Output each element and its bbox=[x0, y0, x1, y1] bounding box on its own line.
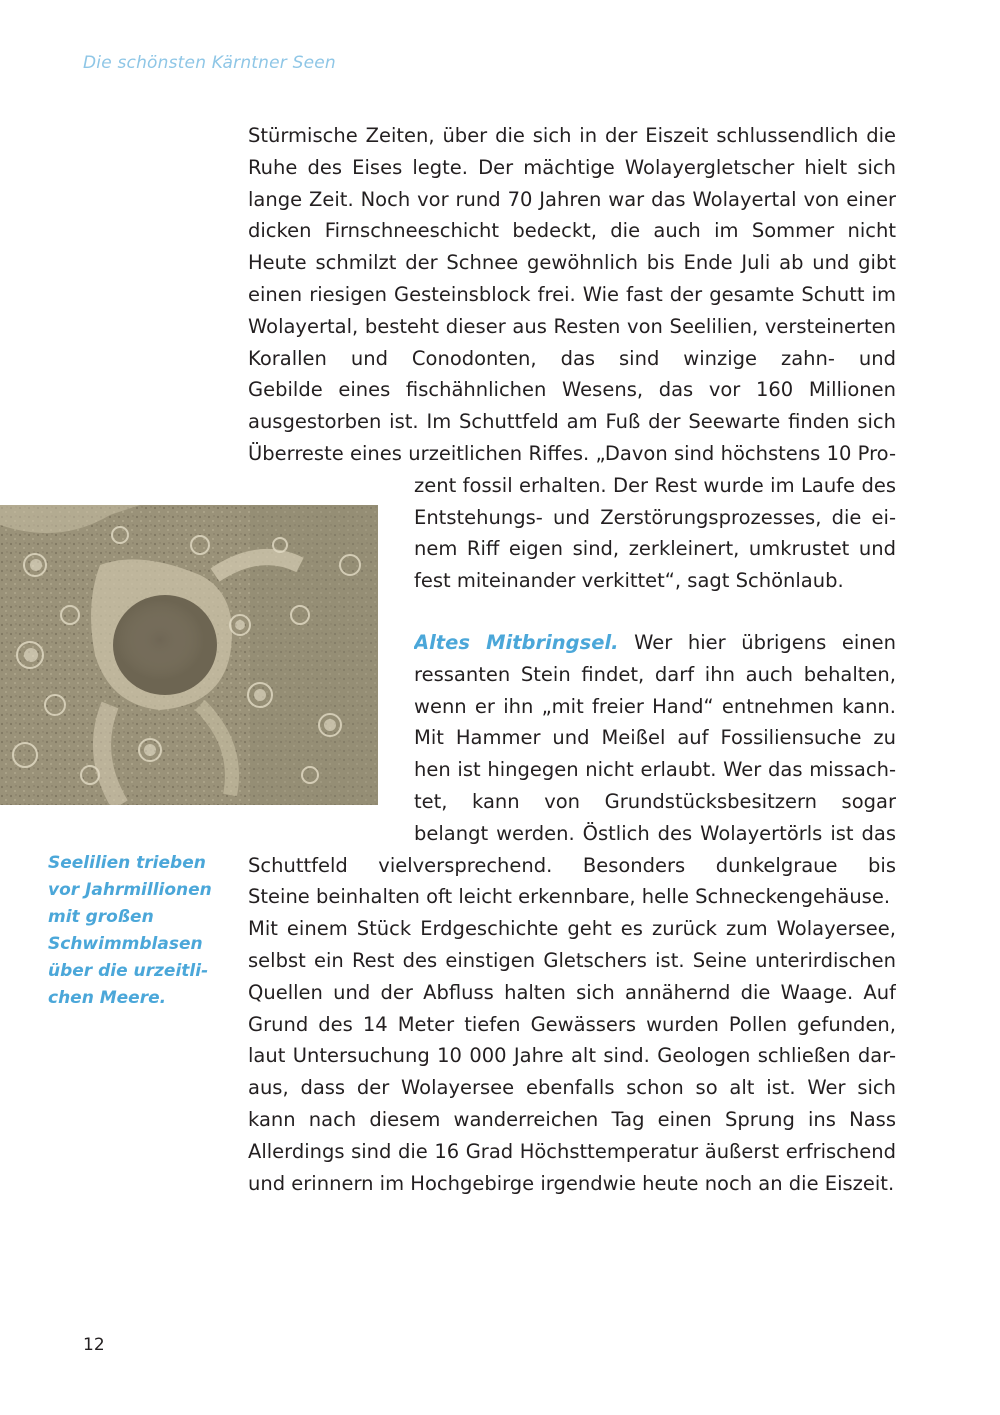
body-line: Schuttfeld vielversprechend. Besonders dunkelgraue bis bbox=[248, 853, 896, 877]
body-line: Mit Hammer und Meißel auf Fossiliensuche zu bbox=[414, 726, 896, 750]
body-line: wenn er ihn „mit freier Hand“ entnehmen kann. bbox=[414, 694, 896, 718]
caption-line: mit großen bbox=[48, 907, 154, 927]
body-line: nem Riff eigen sind, zerkleinert, umkrustet und bbox=[414, 537, 896, 561]
body-line: hen ist hingegen nicht erlaubt. Wer das missach- bbox=[414, 758, 896, 782]
body-line: Quellen und der Abfluss halten sich annähernd die Waage. Auf bbox=[248, 980, 896, 1004]
section-lead-in: Altes Mitbringsel. bbox=[414, 631, 619, 654]
body-line: Korallen und Conodonten, das sind winzige zahn- und bbox=[248, 346, 896, 370]
body-line: zent fossil erhalten. Der Rest wurde im Laufe des bbox=[414, 473, 896, 497]
body-line: Entstehungs- und Zerstörungsprozesses, die ei- bbox=[414, 505, 896, 529]
page-number: 12 bbox=[83, 1335, 105, 1355]
body-line: Gebilde eines fischähnlichen Wesens, das vor 160 Millionen bbox=[248, 378, 896, 402]
body-line: ausgestorben ist. Im Schuttfeld am Fuß der Seewarte finden sich bbox=[248, 410, 896, 434]
body-line: Wolayertal, besteht dieser aus Resten von Seelilien, versteinerten bbox=[248, 314, 896, 338]
section-first-line-text: Wer hier übrigens einen bbox=[634, 631, 896, 654]
caption-line: vor Jahrmillionen bbox=[48, 880, 212, 900]
body-line: Heute schmilzt der Schnee gewöhnlich bis Ende Juli ab und gibt bbox=[248, 251, 896, 275]
body-line: laut Untersuchung 10 000 Jahre alt sind. Geologen schließen dar- bbox=[248, 1044, 896, 1068]
body-line: tet, kann von Grundstücksbesitzern sogar bbox=[414, 790, 896, 813]
body-line: lange Zeit. Noch vor rund 70 Jahren war das Wolayertal von einer bbox=[248, 187, 896, 211]
section-first-line bbox=[414, 627, 896, 659]
body-line: belangt werden. Östlich des Wolayertörls ist das bbox=[414, 821, 896, 845]
body-line: Grund des 14 Meter tiefen Gewässers wurden Pollen gefunden, bbox=[248, 1012, 896, 1036]
body-line: Stürmische Zeiten, über die sich in der Eiszeit schlussendlich die bbox=[248, 124, 896, 147]
caption-line: über die urzeitli- bbox=[48, 961, 209, 981]
body-line: kann nach diesem wanderreichen Tag einen Sprung ins Nass bbox=[248, 1108, 896, 1131]
running-head: Die schönsten Kärntner Seen bbox=[83, 53, 336, 73]
body-line: aus, dass der Wolayersee ebenfalls schon so alt ist. Wer sich bbox=[248, 1076, 896, 1100]
photo-caption bbox=[48, 850, 223, 1012]
body-line: einen riesigen Gesteinsblock frei. Wie fast der gesamte Schutt im bbox=[248, 283, 896, 306]
body-line: Steine beinhalten oft leicht erkennbare, helle Schneckengehäuse. bbox=[248, 885, 891, 909]
body-line: ressanten Stein findet, darf ihn auch behalten, bbox=[414, 662, 896, 686]
caption-line: Schwimmblasen bbox=[48, 934, 203, 954]
body-line: selbst ein Rest des einstigen Gletschers ist. Seine unterirdischen bbox=[248, 949, 896, 972]
caption-line: Seelilien trieben bbox=[48, 853, 206, 873]
caption-line: chen Meere. bbox=[48, 988, 167, 1008]
body-line: Ruhe des Eises legte. Der mächtige Wolayergletscher hielt sich bbox=[248, 155, 896, 179]
body-line: Mit einem Stück Erdgeschichte geht es zurück zum Wolayersee, bbox=[248, 917, 896, 941]
body-line: und erinnern im Hochgebirge irgendwie heute noch an die Eiszeit. bbox=[248, 1171, 895, 1195]
fossil-photo bbox=[0, 505, 378, 805]
body-line: Überreste eines urzeitlichen Riffes. „Davon sind höchstens 10 Pro- bbox=[248, 442, 896, 465]
body-line: Allerdings sind die 16 Grad Höchsttemperatur äußerst erfrischend bbox=[248, 1139, 896, 1163]
body-line: fest miteinander verkittet“, sagt Schönlaub. bbox=[414, 569, 844, 593]
body-line: dicken Firnschneeschicht bedeckt, die auch im Sommer nicht bbox=[248, 219, 896, 243]
